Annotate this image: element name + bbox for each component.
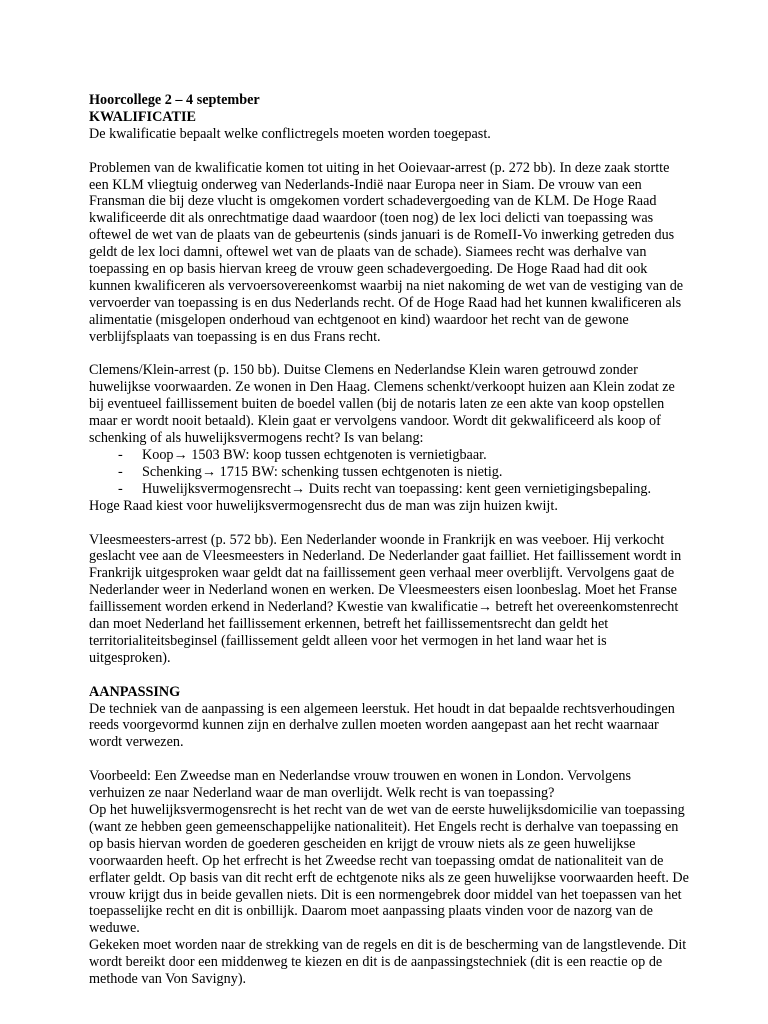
huwelijksvermogensrecht-paragraph: Op het huwelijksvermogensrecht is het recht van de wet van de eerste huwelijksdomicilie van toepassing (want ze hebben geen gemeenschappelijke nationaliteit). Het Engels recht is derhalve van toepassing en op basis hiervan worden de goederen gescheiden en krijgt de vrouw niets als ze geen huwelijkse voorwaarden heeft. Op het erfrecht is het Zweedse recht van toepassing omdat de nationaliteit van de erflater geldt. Op basis van dit recht erft de echtgenote niks als ze geen huwelijkse voorwaarden heeft. De vrouw krijgt dus in beide gevallen niets. Dit is een normengebrek door middel van het toepassen van het toepasselijke recht en dit is onbillijk. Daarom moet aanpassing plaats vinden voor de nazorg van de weduwe. [89,801,689,937]
clemens-list [89,447,689,498]
aanpassing-paragraph: De techniek van de aanpassing is een algemeen leerstuk. Het houdt in dat bepaalde rechtsverhoudingen reeds voorgevormd kunnen zijn en derhalve zullen moeten worden aangepast aan het recht waarnaar wordt verwezen. [89,700,675,751]
clemens-conclusion: Hoge Raad kiest voor huwelijksvermogensrecht dus de man was zijn huizen kwijt. [89,497,558,514]
section-title-aanpassing: AANPASSING [89,683,181,700]
list-item: - Huwelijksvermogensrecht→ Duits recht van toepassing: kent geen vernietigingsbepaling. [118,481,689,498]
clemens-paragraph: Clemens/Klein-arrest (p. 150 bb). Duitse Clemens en Nederlandse Klein waren getrouwd zonder huwelijkse voorwaarden. Ze wonen in Den Haag. Clemens schenkt/verkoopt huizen aan Klein zodat ze bij eventueel faillissement buiten de boedel vallen (bij de notaris laten ze een akte van koop opstellen maar er wordt nooit betaald). Klein gaat er vervolgens vandoor. Wordt dit gekwalificeerd als koop of schenking of als huwelijksvermogens recht? Is van belang: [89,362,675,447]
lecture-heading: Hoorcollege 2 – 4 september [89,92,260,108]
document-body [89,92,689,988]
intro-paragraph: De kwalificatie bepaalt welke conflictregels moeten worden toegepast. [89,125,491,142]
section-title-kwalificatie: KWALIFICATIE [89,108,196,125]
voorbeeld-paragraph: Voorbeeld: Een Zweedse man en Nederlandse vrouw trouwen en wonen in London. Vervolgens verhuizen ze naar Nederland waar de man overlijdt. Welk recht is van toepassing? [89,768,631,802]
vleesmeesters-paragraph: Vleesmeesters-arrest (p. 572 bb). Een Nederlander woonde in Frankrijk en was veeboer. Hij verkocht geslacht vee aan de Vleesmeesters in Nederland. De Nederlander gaat failliet. Het faillissement wordt in Frankrijk uitgesproken waar geldt dat na faillissement geen verhaal meer overblijft. Vervolgens gaat de Nederlander weer in Nederland wonen en werken. De Vleesmeesters eisen loonbeslag. Moet het Franse faillissement worden erkend in Nederland? Kwestie van kwalificatie→ betreft het overeenkomstenrecht dan moet Nederland het faillissement erkennen, betreft het faillissementsrecht dan geldt het territorialiteitsbeginsel (faillissement geldt alleen voor het vermogen in het land waar het is uitgesproken). [89,531,682,666]
ooievaar-paragraph: Problemen van de kwalificatie komen tot uiting in het Ooievaar-arrest (p. 272 bb). In deze zaak stortte een KLM vliegtuig onderweg van Nederlands-Indië naar Europa neer in Siam. De vrouw van een Fransman die bij deze vlucht is omgekomen vordert schadevergoeding van de KLM. De Hoge Raad kwalificeerde dit als onrechtmatige daad waardoor (toen nog) de lex loci delicti van toepassing was oftewel de wet van de plaats van de gebeurtenis (sinds januari is de RomeII-Vo inwerking getreden dus geldt de lex loci damni, oftewel wet van de plaats van de schade). Siamees recht was derhalve van toepassing en op basis hiervan kreeg de vrouw geen schadevergoeding. De Hoge Raad had dit ook kunnen kwalificeren als vervoersovereenkomst waarbij na niet nakoming de wet van de vestiging van de vervoerder van toepassing is en dus Nederlands recht. Of de Hoge Raad had het kunnen kwalificeren als alimentatie (misgelopen onderhoud van echtgenoot en kind) waardoor het recht van de gewone verblijfsplaats van toepassing is en dus Frans recht. [89,159,684,345]
list-item: - Koop→ 1503 BW: koop tussen echtgenoten is vernietigbaar. [118,447,689,464]
strekking-paragraph: Gekeken moet worden naar de strekking van de regels en dit is de bescherming van de langstlevende. Dit wordt bereikt door een middenweg te kiezen en dit is de aanpassingstechniek (dit is een reactie op de methode van Von Savigny). [89,937,687,988]
list-item: - Schenking→ 1715 BW: schenking tussen echtgenoten is nietig. [118,464,689,481]
